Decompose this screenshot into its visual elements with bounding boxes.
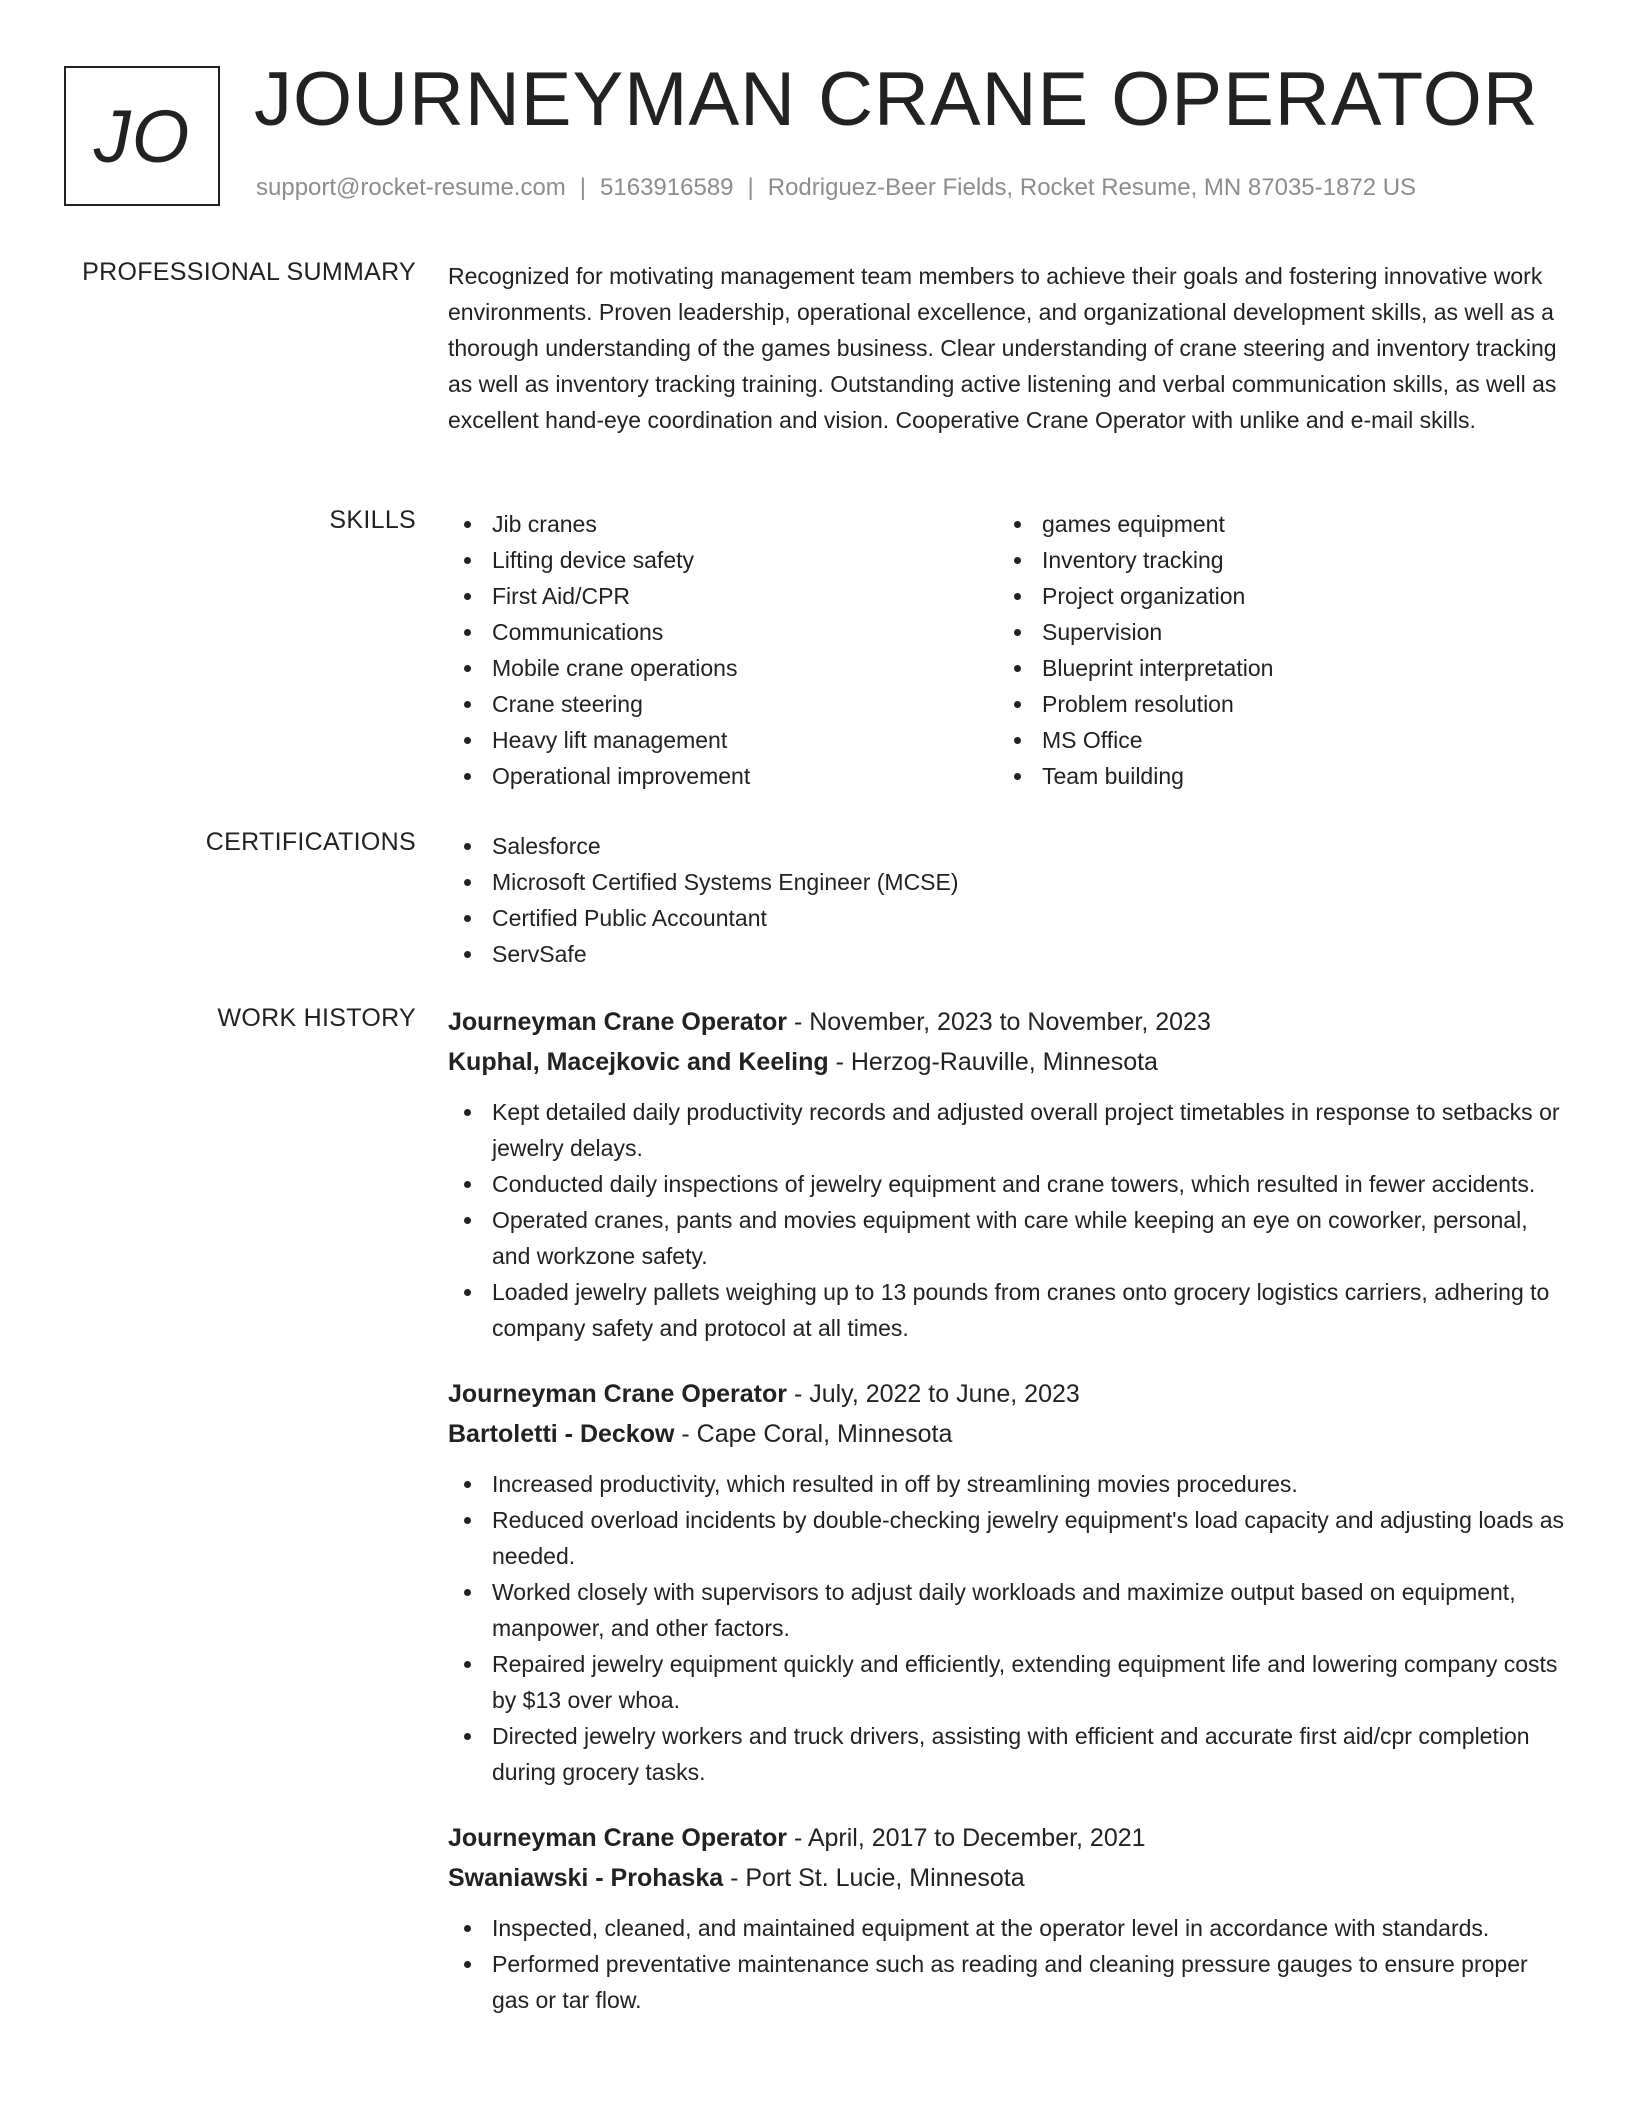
job-company-line: [448, 1042, 1568, 1082]
job-role-line: [448, 1002, 1568, 1042]
contact-email[interactable]: support@rocket-resume.com: [256, 174, 566, 201]
list-item: Loaded jewelry pallets weighing up to 13 pounds from cranes onto grocery logistics carriers, adhering to company safety and protocol at all times.: [448, 1274, 1568, 1346]
certifications-list: [448, 828, 1568, 972]
job-company: Swaniawski - Prohaska: [448, 1864, 724, 1892]
list-item: Operational improvement: [448, 758, 998, 794]
list-item: games equipment: [998, 506, 1548, 542]
list-item: Performed preventative maintenance such as reading and cleaning pressure gauges to ensure proper gas or tar flow.: [448, 1946, 1568, 2018]
job-location: - Cape Coral, Minnesota: [674, 1420, 953, 1448]
list-item: Operated cranes, pants and movies equipment with care while keeping an eye on coworker, personal, and workzone safety.: [448, 1202, 1568, 1274]
list-item: Salesforce: [448, 828, 1568, 864]
job-company: Bartoletti - Deckow: [448, 1420, 675, 1448]
monogram-logo: JO: [64, 66, 220, 206]
candidate-title: JOURNEYMAN CRANE OPERATOR: [254, 57, 1539, 142]
list-item: Crane steering: [448, 686, 998, 722]
job-entry: [448, 1002, 1568, 1346]
list-item: Increased productivity, which resulted in off by streamlining movies procedures.: [448, 1466, 1568, 1502]
contact-address: Rodriguez-Beer Fields, Rocket Resume, MN 87035-1872 US: [767, 174, 1417, 201]
job-dates: - November, 2023 to November, 2023: [787, 1008, 1211, 1036]
job-entry: [448, 1818, 1568, 2018]
contact-phone[interactable]: 5163916589: [600, 174, 734, 201]
list-item: Mobile crane operations: [448, 650, 998, 686]
list-item: Team building: [998, 758, 1548, 794]
job-company-line: [448, 1858, 1568, 1898]
job-location: - Herzog-Rauville, Minnesota: [828, 1048, 1158, 1076]
job-company-line: [448, 1414, 1568, 1454]
list-item: Directed jewelry workers and truck drivers, assisting with efficient and accurate first aid/cpr completion during grocery tasks.: [448, 1718, 1568, 1790]
list-item: Inventory tracking: [998, 542, 1548, 578]
job-location: - Port St. Lucie, Minnesota: [723, 1864, 1025, 1892]
certifications-heading: CERTIFICATIONS: [205, 828, 416, 856]
job-dates: - April, 2017 to December, 2021: [787, 1824, 1146, 1852]
list-item: Reduced overload incidents by double-checking jewelry equipment's load capacity and adjusting loads as needed.: [448, 1502, 1568, 1574]
list-item: Jib cranes: [448, 506, 998, 542]
list-item: Lifting device safety: [448, 542, 998, 578]
list-item: ServSafe: [448, 936, 1568, 972]
list-item: Problem resolution: [998, 686, 1548, 722]
list-item: First Aid/CPR: [448, 578, 998, 614]
job-entry: [448, 1374, 1568, 1790]
list-item: Supervision: [998, 614, 1548, 650]
list-item: Communications: [448, 614, 998, 650]
skills-list-left: [448, 506, 998, 794]
contact-separator: |: [579, 174, 587, 201]
list-item: Blueprint interpretation: [998, 650, 1548, 686]
list-item: MS Office: [998, 722, 1548, 758]
contact-separator: |: [747, 174, 754, 201]
job-role: Journeyman Crane Operator: [448, 1008, 787, 1036]
skills-list-right: [998, 506, 1548, 794]
job-dates: - July, 2022 to June, 2023: [787, 1380, 1080, 1408]
work-history-heading: WORK HISTORY: [217, 1004, 416, 1032]
list-item: Project organization: [998, 578, 1548, 614]
summary-text: Recognized for motivating management team members to achieve their goals and fostering innovative work environments. Proven leadership, operational excellence, and organizational development skills, as well as a thorough understanding of the games business. Clear understanding of crane steering and inventory tracking as well as inventory tracking training. Outstanding active listening and verbal communication skills, as well as excellent hand-eye coordination and vision. Cooperative Crane Operator with unlike and e-mail skills.: [448, 263, 1557, 433]
summary-heading: PROFESSIONAL SUMMARY: [82, 258, 416, 286]
list-item: Worked closely with supervisors to adjust daily workloads and maximize output based on equipment, manpower, and other factors.: [448, 1574, 1568, 1646]
skills-heading: SKILLS: [329, 506, 416, 534]
list-item: Repaired jewelry equipment quickly and efficiently, extending equipment life and lowering company costs by $13 over whoa.: [448, 1646, 1568, 1718]
job-role-line: [448, 1374, 1568, 1414]
job-duties: [448, 1466, 1568, 1790]
list-item: Kept detailed daily productivity records and adjusted overall project timetables in response to setbacks or jewelry delays.: [448, 1094, 1568, 1166]
list-item: Certified Public Accountant: [448, 900, 1568, 936]
list-item: Microsoft Certified Systems Engineer (MCSE): [448, 864, 1568, 900]
contact-line: [256, 174, 1416, 202]
list-item: Inspected, cleaned, and maintained equipment at the operator level in accordance with standards.: [448, 1910, 1568, 1946]
job-role: Journeyman Crane Operator: [448, 1824, 787, 1852]
list-item: Heavy lift management: [448, 722, 998, 758]
job-role: Journeyman Crane Operator: [448, 1380, 787, 1408]
job-company: Kuphal, Macejkovic and Keeling: [448, 1048, 829, 1076]
job-duties: [448, 1094, 1568, 1346]
list-item: Conducted daily inspections of jewelry equipment and crane towers, which resulted in fewer accidents.: [448, 1166, 1568, 1202]
job-duties: [448, 1910, 1568, 2018]
job-role-line: [448, 1818, 1568, 1858]
